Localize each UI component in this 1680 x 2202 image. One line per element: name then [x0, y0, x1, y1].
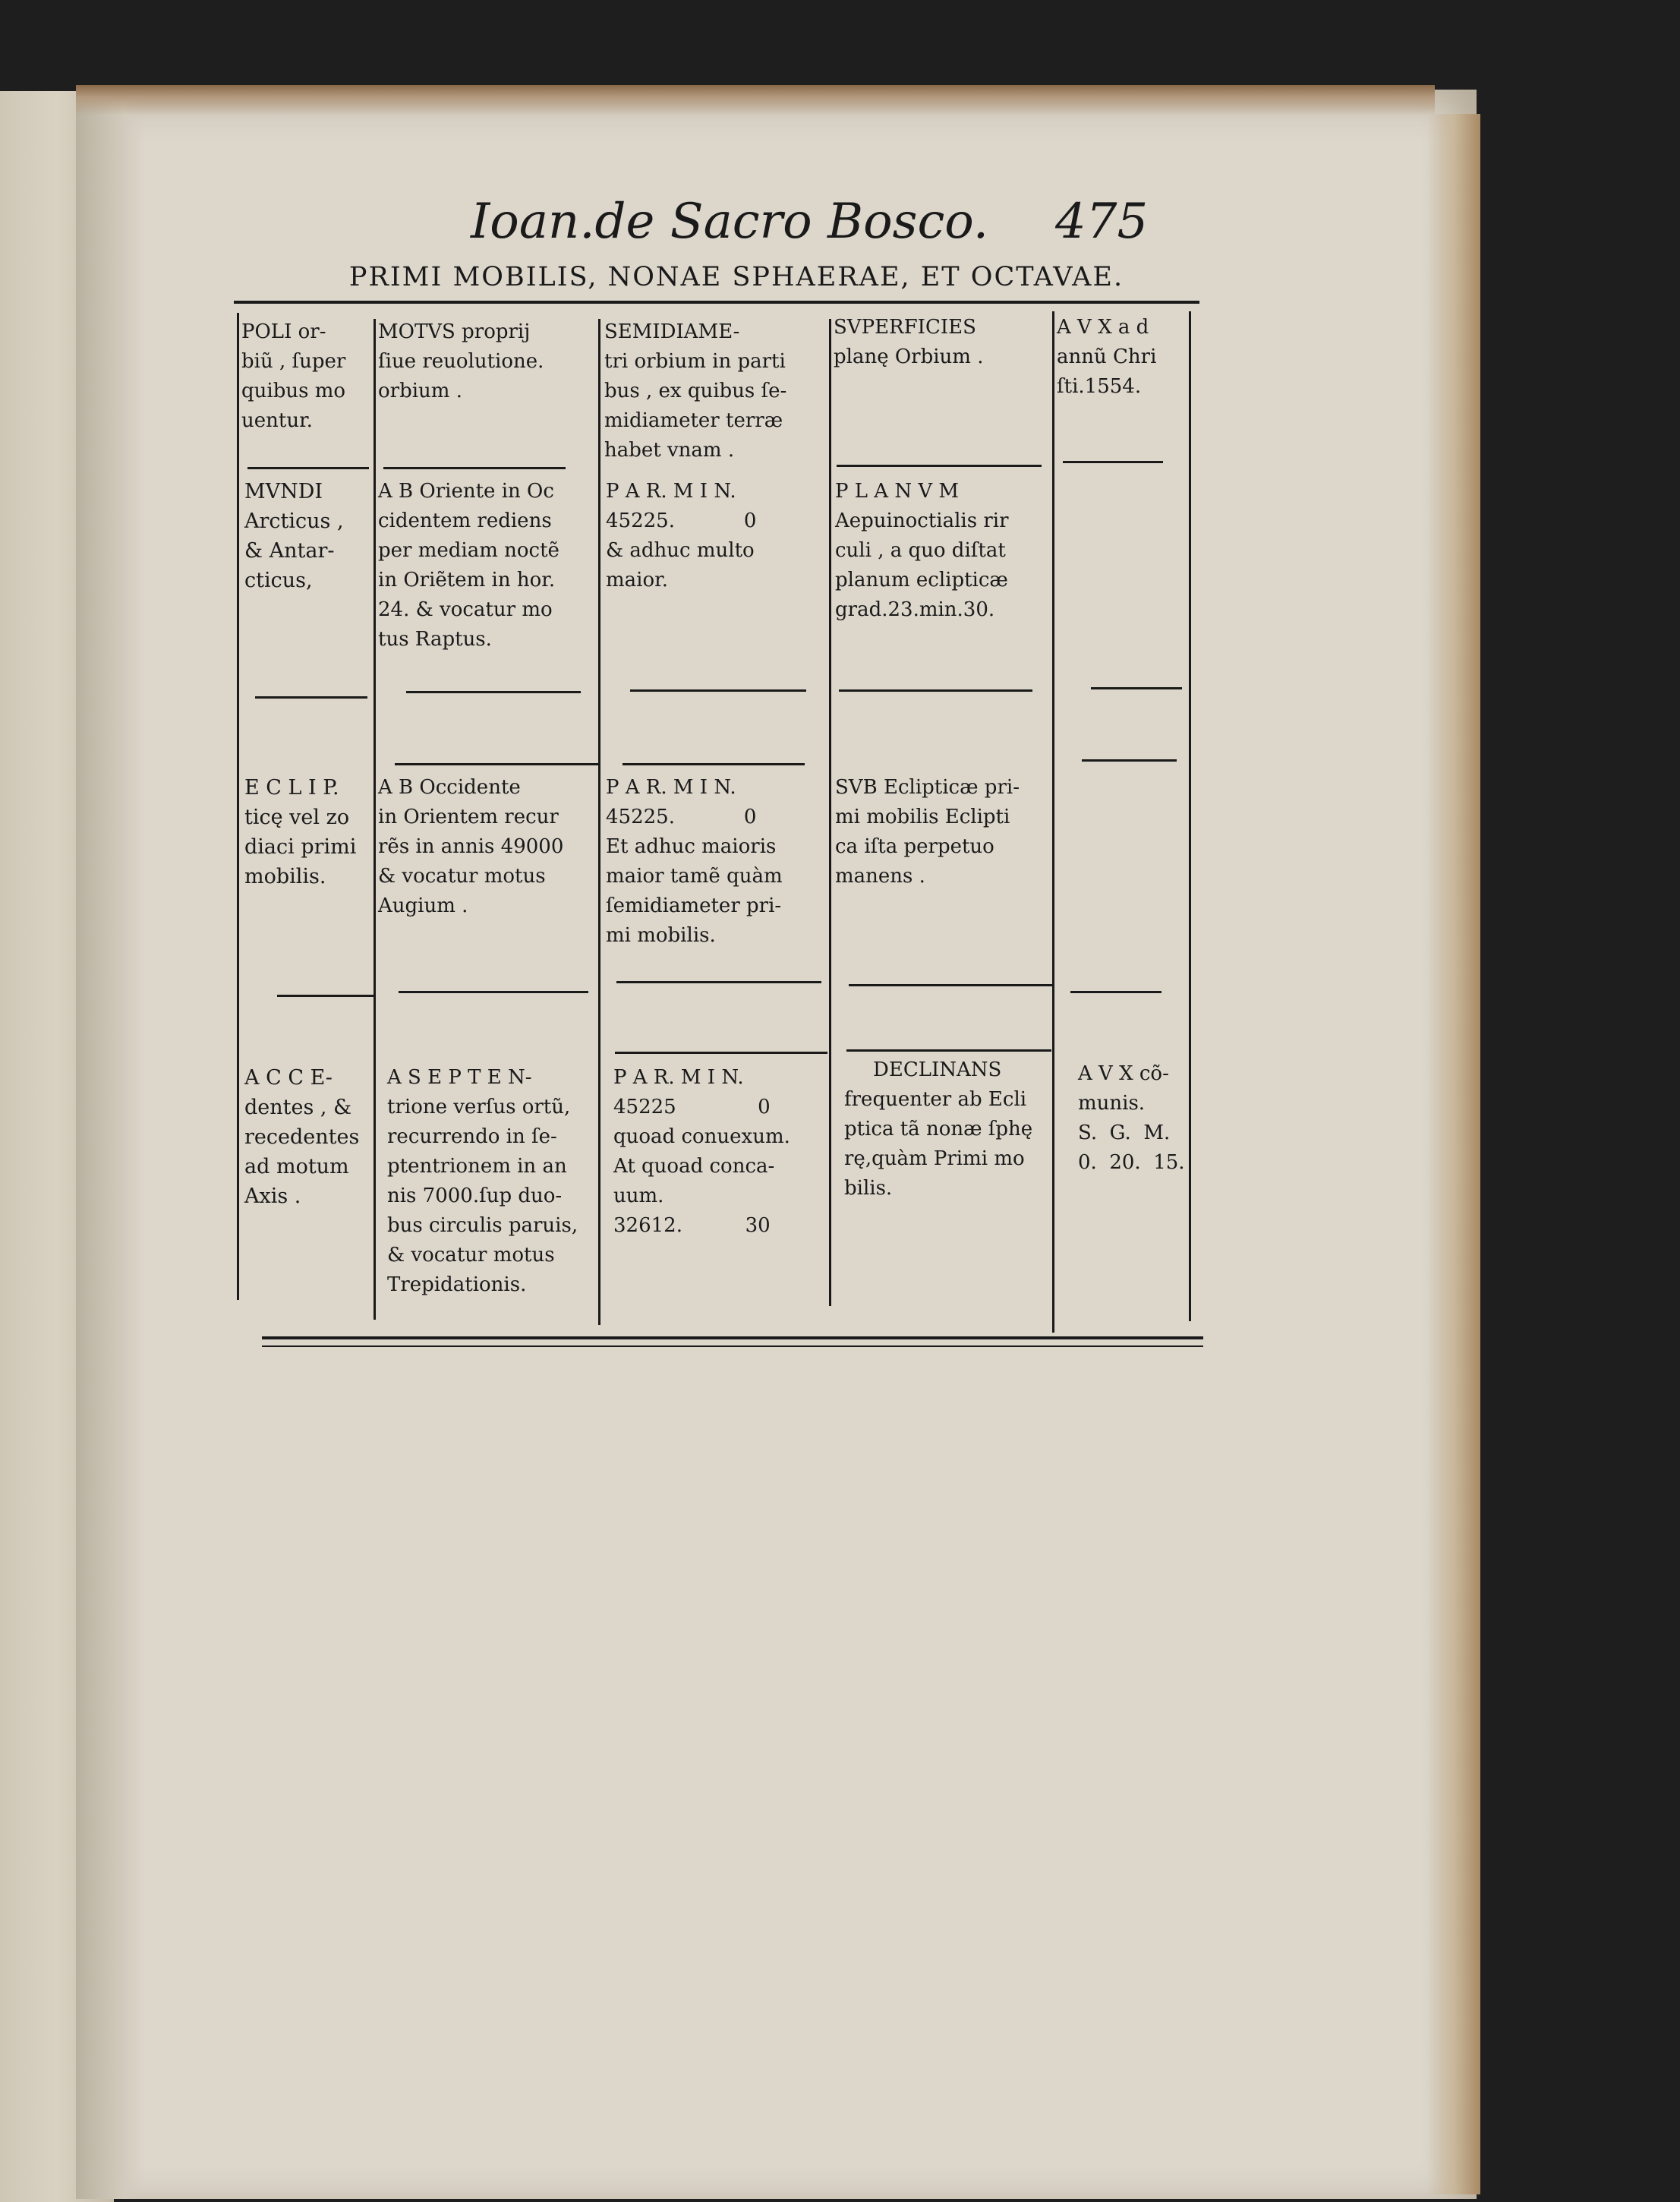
cell-line: in Oriẽtem in hor.: [378, 569, 556, 592]
row1-col2: [378, 477, 559, 655]
cell-line: rẽs in annis 49000: [378, 835, 564, 858]
cell-line: planę Orbium .: [834, 345, 984, 368]
cell-line: Aepuinoctialis rir: [835, 509, 1009, 532]
cell-line: maior.: [606, 569, 668, 592]
cell-line: per mediam noctẽ: [378, 539, 559, 562]
cell-line: annũ Chri: [1057, 345, 1157, 368]
header-cell-aux: [1057, 313, 1156, 402]
cell-line: ſemidiameter pri-: [606, 894, 782, 917]
cell-line: At quoad conca-: [613, 1155, 775, 1178]
row1-col4: [835, 477, 1009, 625]
column-rule-2: [598, 319, 600, 1325]
row-separator: [630, 689, 806, 692]
cell-line: ſti.1554.: [1057, 375, 1142, 398]
cell-line: E C L I P.: [244, 776, 339, 800]
row-separator: [277, 995, 374, 997]
header-cell-poli: [241, 317, 345, 436]
header-cell-motus: [378, 317, 544, 406]
cell-line: frequenter ab Ecli: [844, 1088, 1027, 1111]
row3-col1: [244, 1063, 359, 1211]
cell-line: maior tamẽ quàm: [606, 865, 783, 888]
cell-line: S. G. M.: [1078, 1122, 1171, 1144]
row-separator: [383, 467, 566, 469]
row3-col5: [1078, 1059, 1185, 1178]
row1-col1: [244, 477, 344, 595]
cell-line: MOTVS proprij: [378, 320, 531, 343]
cell-line: habet vnam .: [604, 439, 735, 462]
row-separator: [615, 1052, 827, 1054]
page-top-edge: [76, 85, 1435, 115]
cell-line: A C C E-: [244, 1066, 333, 1090]
cell-line: recedentes: [244, 1125, 360, 1149]
cell-line: 24. & vocatur mo: [378, 598, 553, 621]
row-separator: [623, 763, 805, 765]
cell-line: A V X cõ-: [1078, 1062, 1169, 1085]
row-separator: [837, 465, 1042, 467]
cell-line: 45225. 0: [606, 509, 757, 532]
column-rule-left: [237, 313, 239, 1300]
row-separator: [616, 981, 821, 983]
column-rule-right: [1189, 311, 1191, 1321]
cell-line: grad.23.min.30.: [835, 598, 995, 621]
table-bottom-rule: [262, 1336, 1203, 1339]
cell-line: nis 7000.ſup duo-: [387, 1185, 563, 1207]
cell-line: dentes , &: [244, 1096, 352, 1119]
cell-line: Et adhuc maioris: [606, 835, 777, 858]
cell-line: ticę vel zo: [244, 806, 350, 829]
cell-line: trione verſus ortũ,: [387, 1096, 571, 1118]
page-right-edge: [1427, 114, 1480, 2194]
row-separator: [1091, 687, 1182, 689]
column-rule-1: [374, 319, 376, 1320]
cell-line: ptica tã nonæ ſphę: [844, 1118, 1033, 1140]
cell-line: 32612. 30: [613, 1214, 771, 1237]
row2-col3: [606, 773, 783, 951]
row3-col3: [613, 1063, 790, 1241]
header-cell-superficies: [834, 313, 984, 372]
cell-line: P A R. M I N.: [606, 480, 736, 503]
cell-line: bus , ex quibus ſe-: [604, 380, 787, 402]
cell-line: P A R. M I N.: [606, 776, 736, 799]
cell-line: A B Occidente: [378, 776, 521, 799]
cell-line: 45225. 0: [606, 806, 757, 828]
cell-line: & adhuc multo: [606, 539, 755, 562]
row-separator: [849, 984, 1054, 986]
page-gutter: [76, 90, 144, 2199]
cell-line: uentur.: [241, 409, 313, 432]
row-separator: [1082, 759, 1177, 762]
row3-col2: [387, 1063, 578, 1300]
cell-line: munis.: [1078, 1092, 1146, 1115]
page-number: 475: [1055, 194, 1149, 250]
row-separator: [1070, 991, 1162, 993]
table-bottom-rule-2: [262, 1345, 1203, 1347]
cell-line: quibus mo: [241, 380, 346, 402]
row-separator: [846, 1049, 1051, 1052]
table-title: PRIMI MOBILIS, NONAE SPHAERAE, ET OCTAVAE.: [348, 262, 1124, 292]
cell-line: Augium .: [378, 894, 468, 917]
column-rule-4: [1052, 311, 1054, 1333]
cell-line: cticus,: [244, 569, 313, 592]
author-heading: Ioan.de Sacro Bosco.: [471, 194, 989, 250]
cell-line: mobilis.: [244, 865, 326, 888]
cell-line: quoad conuexum.: [613, 1125, 790, 1148]
row3-col4: [844, 1055, 1032, 1204]
cell-line: rę,quàm Primi mo: [844, 1147, 1025, 1170]
row-separator: [406, 691, 581, 693]
cell-line: planum eclipticæ: [835, 569, 1008, 592]
cell-line: bus circulis paruis,: [387, 1214, 578, 1237]
running-head: [471, 194, 1169, 254]
row-separator: [399, 991, 588, 993]
row-separator: [395, 763, 598, 765]
cell-line: Axis .: [244, 1185, 301, 1208]
cell-line: midiameter terræ: [604, 409, 783, 432]
cell-line: mi mobilis Eclipti: [835, 806, 1010, 828]
row-separator: [255, 696, 367, 699]
row1-col3: [606, 477, 756, 595]
cell-line: A S E P T E N-: [387, 1066, 532, 1089]
column-rule-3: [829, 319, 831, 1306]
cell-line: manens .: [835, 865, 925, 888]
cell-line: SVPERFICIES: [834, 316, 976, 339]
cell-line: DECLINANS: [873, 1058, 1002, 1081]
cell-line: ſiue reuolutione.: [378, 350, 544, 373]
cell-line: diaci primi: [244, 835, 357, 859]
cell-line: & vocatur motus: [387, 1244, 555, 1267]
row-separator: [1063, 461, 1163, 463]
cell-line: recurrendo in ſe-: [387, 1125, 557, 1148]
header-cell-semidiametri: [604, 317, 786, 465]
cell-line: 45225 0: [613, 1096, 771, 1118]
cell-line: & Antar-: [244, 539, 335, 563]
table-top-rule: [234, 301, 1199, 304]
cell-line: Arcticus ,: [244, 509, 344, 533]
cell-line: ca iſta perpetuo: [835, 835, 994, 858]
cell-line: ad motum: [244, 1155, 349, 1178]
cell-line: culi , a quo diſtat: [835, 539, 1006, 562]
cell-line: tus Raptus.: [378, 628, 492, 651]
row2-col4: [835, 773, 1020, 891]
cell-line: 0. 20. 15.: [1078, 1151, 1185, 1174]
cell-line: ptentrionem in an: [387, 1155, 567, 1178]
cell-line: uum.: [613, 1185, 664, 1207]
row-separator: [247, 467, 369, 469]
cell-line: in Orientem recur: [378, 806, 559, 828]
cell-line: biũ , ſuper: [241, 350, 346, 373]
cell-line: A B Oriente in Oc: [378, 480, 554, 503]
cell-line: mi mobilis.: [606, 924, 716, 947]
row2-col1: [244, 773, 356, 891]
row2-col2: [378, 773, 563, 921]
cell-line: SVB Eclipticæ pri-: [835, 776, 1020, 799]
cell-line: SEMIDIAME-: [604, 320, 740, 343]
cell-line: P A R. M I N.: [613, 1066, 744, 1089]
cell-line: orbium .: [378, 380, 462, 402]
cell-line: P L A N V M: [835, 480, 960, 503]
cell-line: bilis.: [844, 1177, 893, 1200]
cell-line: Trepidationis.: [387, 1273, 527, 1296]
cell-line: & vocatur motus: [378, 865, 546, 888]
cell-line: POLI or-: [241, 320, 326, 343]
cell-line: A V X a d: [1057, 316, 1149, 339]
row-separator: [839, 689, 1032, 692]
cell-line: MVNDI: [244, 480, 323, 503]
cell-line: tri orbium in parti: [604, 350, 786, 373]
cell-line: cidentem rediens: [378, 509, 552, 532]
